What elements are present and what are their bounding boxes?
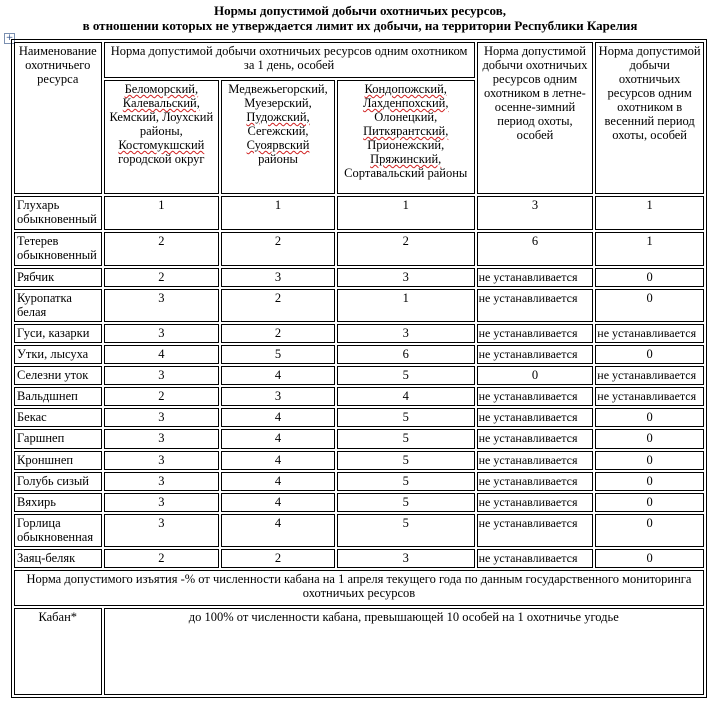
group3-line: Питкярантский,	[363, 123, 449, 138]
spring-value: 0	[595, 493, 704, 512]
boar-name: Кабан*	[14, 608, 102, 695]
header-group-2	[221, 80, 335, 194]
group3-value: 2	[337, 232, 475, 266]
group2-value: 1	[221, 196, 335, 230]
group1-value: 3	[104, 408, 220, 427]
resource-name: Гаршнеп	[14, 429, 102, 448]
resource-name: Вяхирь	[14, 493, 102, 512]
summer-autumn-value: не устанавливается	[477, 472, 594, 491]
group2-value: 4	[221, 408, 335, 427]
spring-value: 0	[595, 514, 704, 548]
table-row	[14, 232, 704, 266]
group2-value: 5	[221, 345, 335, 364]
summer-autumn-value: не устанавливается	[477, 387, 594, 406]
group3-value: 1	[337, 289, 475, 323]
table-row	[14, 429, 704, 448]
group1-line: городской округ	[118, 151, 205, 166]
group1-value: 2	[104, 549, 220, 568]
spring-value: 0	[595, 472, 704, 491]
summer-autumn-value: не устанавливается	[477, 289, 594, 323]
group3-value: 5	[337, 514, 475, 548]
group1-value: 2	[104, 232, 220, 266]
summer-autumn-value: не устанавливается	[477, 493, 594, 512]
table-row	[14, 196, 704, 230]
group3-line: Прионежский,	[367, 137, 445, 152]
group1-value: 3	[104, 366, 220, 385]
header-resource: Наименование охотничьего ресурса	[14, 42, 102, 194]
spring-value: 0	[595, 549, 704, 568]
resource-name: Заяц-беляк	[14, 549, 102, 568]
group1-value: 3	[104, 289, 220, 323]
resource-name: Бекас	[14, 408, 102, 427]
group2-value: 4	[221, 514, 335, 548]
group3-value: 3	[337, 268, 475, 287]
resource-name: Кроншнеп	[14, 451, 102, 470]
boar-row	[14, 608, 704, 695]
group3-line: Сортавальский районы	[344, 165, 468, 180]
group1-value: 3	[104, 514, 220, 548]
group1-value: 3	[104, 429, 220, 448]
resource-name: Горлица обыкновенная	[14, 514, 102, 548]
header-summer-autumn-norm: Норма допустимой добычи охотничьих ресурсов одним охотником в летне-осенне-зимний период охоты, особей	[477, 42, 594, 194]
resource-name: Голубь сизый	[14, 472, 102, 491]
table-row	[14, 366, 704, 385]
boar-note: Норма допустимого изъятия -% от численности кабана на 1 апреля текущего года по данным государственного мониторинга охотничьих ресурсов	[14, 570, 704, 606]
spring-value: 0	[595, 429, 704, 448]
table-row	[14, 268, 704, 287]
spring-value: не устанавливается	[595, 366, 704, 385]
boar-value: до 100% от численности кабана, превышающей 10 особей на 1 охотничье угодье	[104, 608, 705, 695]
group3-value: 3	[337, 549, 475, 568]
document-title	[0, 3, 720, 33]
boar-note-row	[14, 570, 704, 606]
summer-autumn-value: не устанавливается	[477, 345, 594, 364]
group3-line: Пряжинский,	[370, 151, 442, 166]
group3-value: 5	[337, 472, 475, 491]
table-row	[14, 408, 704, 427]
group2-value: 2	[221, 324, 335, 343]
group3-line: Лахденпохский,	[362, 95, 449, 110]
group3-value: 1	[337, 196, 475, 230]
group3-value: 5	[337, 366, 475, 385]
table-row	[14, 514, 704, 548]
group2-line: Суоярвский	[246, 137, 310, 152]
group1-value: 3	[104, 472, 220, 491]
table-row	[14, 472, 704, 491]
group3-value: 5	[337, 408, 475, 427]
group1-value: 3	[104, 451, 220, 470]
summer-autumn-value: не устанавливается	[477, 514, 594, 548]
summer-autumn-value: не устанавливается	[477, 324, 594, 343]
title-line-1: Нормы допустимой добычи охотничьих ресурсов,	[214, 3, 506, 18]
resource-name: Тетерев обыкновенный	[14, 232, 102, 266]
table-row	[14, 549, 704, 568]
group1-line: Костомукшский	[118, 137, 205, 152]
group3-value: 4	[337, 387, 475, 406]
header-spring-norm: Норма допустимой добычи охотничьих ресурсов одним охотником в весенний период охоты, особей	[595, 42, 704, 194]
group1-line: Беломорский,	[124, 81, 199, 96]
group1-value: 3	[104, 324, 220, 343]
group3-value: 6	[337, 345, 475, 364]
group2-value: 4	[221, 366, 335, 385]
resource-name: Глухарь обыкновенный	[14, 196, 102, 230]
table-row	[14, 493, 704, 512]
group3-line: Олонецкий,	[374, 109, 438, 124]
group2-value: 3	[221, 268, 335, 287]
header-daily-norm: Норма допустимой добычи охотничьих ресурсов одним охотником за 1 день, особей	[104, 42, 475, 78]
group1-line: Кемский, Лоухский	[109, 109, 214, 124]
table-row	[14, 451, 704, 470]
spring-value: 1	[595, 232, 704, 266]
group2-value: 4	[221, 429, 335, 448]
table-move-handle-icon[interactable]: +	[5, 33, 14, 43]
group3-value: 5	[337, 451, 475, 470]
table-row	[14, 345, 704, 364]
group3-value: 5	[337, 429, 475, 448]
header-group-1	[104, 80, 220, 194]
table-row	[14, 324, 704, 343]
summer-autumn-value: не устанавливается	[477, 451, 594, 470]
spring-value: не устанавливается	[595, 324, 704, 343]
group2-value: 2	[221, 289, 335, 323]
title-line-2: в отношении которых не утверждается лимит их добычи, на территории Республики Карелия	[82, 18, 638, 33]
spring-value: 0	[595, 408, 704, 427]
group2-line: районы	[258, 151, 298, 166]
group1-line: Калевальский,	[122, 95, 200, 110]
group2-line: Сегежский,	[247, 123, 309, 138]
group2-value: 4	[221, 493, 335, 512]
group1-value: 2	[104, 387, 220, 406]
group1-value: 3	[104, 493, 220, 512]
resource-name: Селезни уток	[14, 366, 102, 385]
group3-value: 3	[337, 324, 475, 343]
group3-line: Кондопожский,	[364, 81, 447, 96]
hunting-norms-table	[11, 39, 707, 698]
spring-value: 0	[595, 451, 704, 470]
summer-autumn-value: не устанавливается	[477, 549, 594, 568]
spring-value: 0	[595, 268, 704, 287]
summer-autumn-value: не устанавливается	[477, 429, 594, 448]
group2-line: Муезерский,	[244, 95, 312, 110]
resource-name: Рябчик	[14, 268, 102, 287]
table-row	[14, 387, 704, 406]
resource-name: Гуси, казарки	[14, 324, 102, 343]
spring-value: 0	[595, 289, 704, 323]
group2-value: 4	[221, 472, 335, 491]
summer-autumn-value: 3	[477, 196, 594, 230]
summer-autumn-value: не устанавливается	[477, 408, 594, 427]
group2-value: 2	[221, 232, 335, 266]
group1-value: 4	[104, 345, 220, 364]
resource-name: Утки, лысуха	[14, 345, 102, 364]
header-group-3	[337, 80, 475, 194]
group2-line: Медвежьегорский,	[228, 81, 328, 96]
group3-value: 5	[337, 493, 475, 512]
group1-line: районы,	[139, 123, 183, 138]
summer-autumn-value: 6	[477, 232, 594, 266]
spring-value: 0	[595, 345, 704, 364]
group2-value: 4	[221, 451, 335, 470]
group1-value: 2	[104, 268, 220, 287]
group2-value: 3	[221, 387, 335, 406]
summer-autumn-value: не устанавливается	[477, 268, 594, 287]
summer-autumn-value: 0	[477, 366, 594, 385]
spring-value: не устанавливается	[595, 387, 704, 406]
table-row	[14, 289, 704, 323]
group2-line: Пудожский,	[246, 109, 310, 124]
spring-value: 1	[595, 196, 704, 230]
header-row-1	[14, 42, 704, 78]
group2-value: 2	[221, 549, 335, 568]
group1-value: 1	[104, 196, 220, 230]
resource-name: Вальдшнеп	[14, 387, 102, 406]
resource-name: Куропатка белая	[14, 289, 102, 323]
